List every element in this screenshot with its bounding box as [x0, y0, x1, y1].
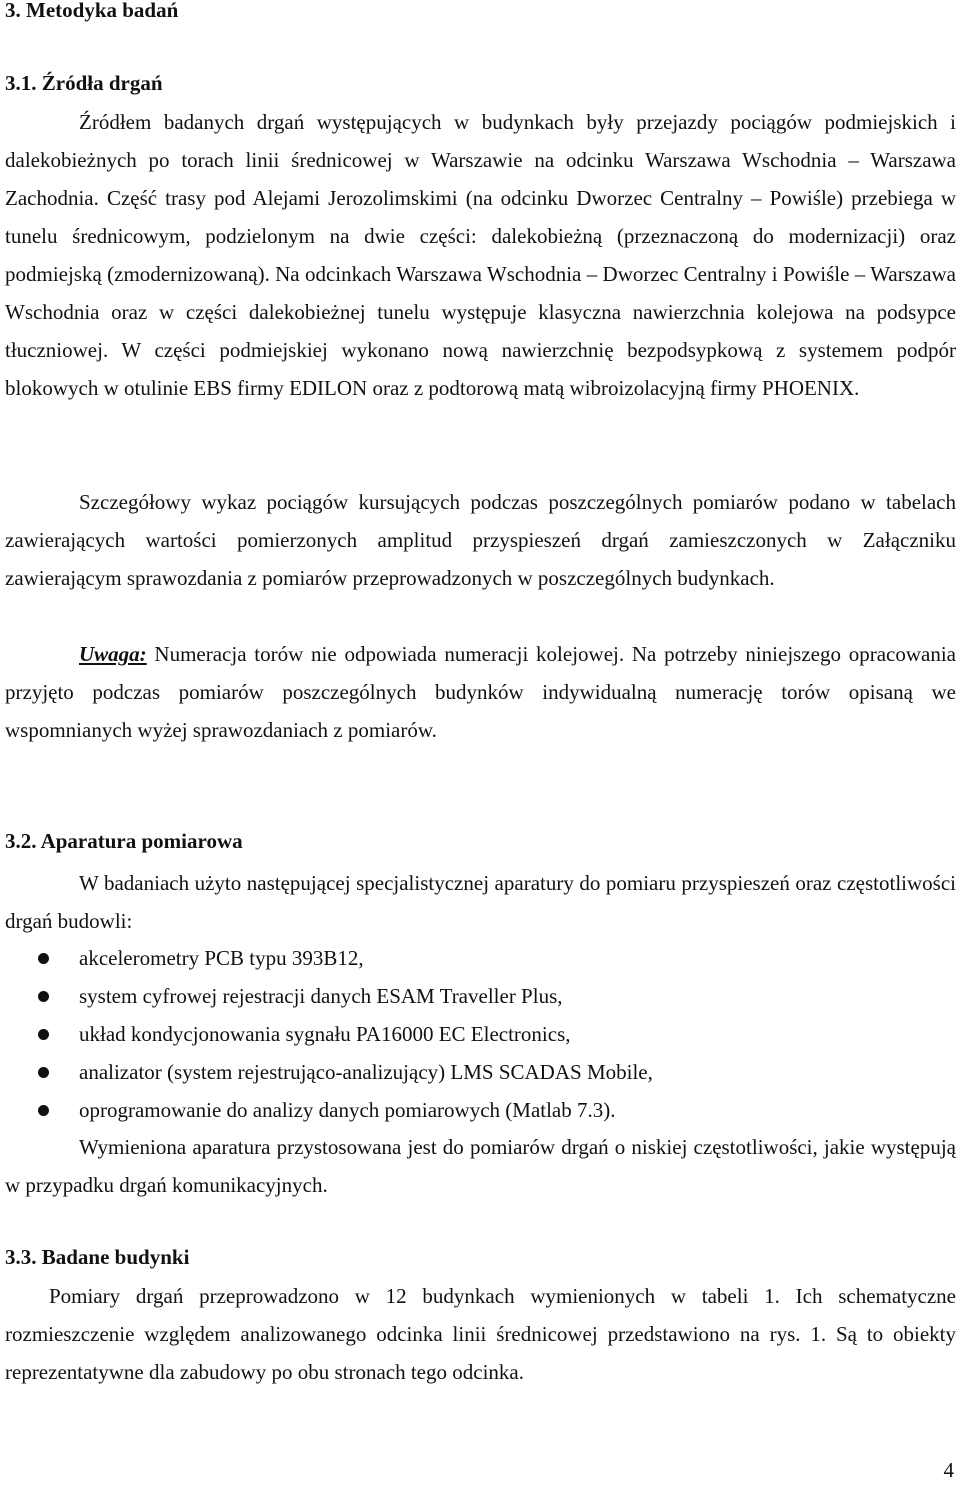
section-3-3-title: 3.3. Badane budynki [5, 1245, 190, 1269]
bullet-icon [38, 1105, 49, 1116]
note-text: Numeracja torów nie odpowiada numeracji kolejowej. Na potrzeby niniejszego opracowania przyjęto podczas pomiarów poszczególnych budynków indywidualną numerację torów opisaną we wspomnianych wyżej sprawozdaniach z pomiarów. [5, 642, 956, 742]
section-3-1-paragraph-2: Szczegółowy wykaz pociągów kursujących podczas poszczególnych pomiarów podano w tabelach zawierających wartości pomierzonych amplitud przyspieszeń drgań zamieszczonych w Załączniku zawierającym sprawozdania z pomiarów przeprowadzonych w poszczególnych budynkach. [5, 490, 956, 590]
list-item: system cyfrowej rejestracji danych ESAM Traveller Plus, [5, 977, 956, 1015]
section-3-1-title: 3.1. Źródła drgań [5, 71, 163, 95]
note-label: Uwaga: [79, 642, 147, 666]
section-3-2-title: 3.2. Aparatura pomiarowa [5, 829, 243, 853]
page-number: 4 [943, 1458, 954, 1482]
bullet-icon [38, 991, 49, 1002]
list-item: analizator (system rejestrująco-analizujący) LMS SCADAS Mobile, [5, 1053, 956, 1091]
list-item: układ kondycjonowania sygnału PA16000 EC Electronics, [5, 1015, 956, 1053]
bullet-icon [38, 1029, 49, 1040]
section-3-1-paragraph-1: Źródłem badanych drgań występujących w budynkach były przejazdy pociągów podmiejskich i dalekobieżnych po torach linii średnicowej w Warszawie na odcinku Warszawa Wschodnia – Warszawa Zachodnia. Część trasy pod Alejami Jerozolimskimi (na odcinku Dworzec Centralny – Powiśle) przebiega w tunelu średnicowym, podzielonym na dwie części: dalekobieżną (przeznaczoną do modernizacji) oraz podmiejską (zmodernizowaną). Na odcinkach Warszawa Wschodnia – Dworzec Centralny i Powiśle – Warszawa Wschodnia oraz w części dalekobieżnej tunelu występuje klasyczna nawierzchnia kolejowa na podsypce tłuczniowej. W części podmiejskiej wykonano nową nawierzchnię bezpodsypkową z systemem podpór blokowych w otulinie EBS firmy EDILON oraz z podtorową matą wibroizolacyjną firmy PHOENIX. [5, 110, 956, 400]
section-3-2-outro: Wymieniona aparatura przystosowana jest do pomiarów drgań o niskiej częstotliwości, jakie występują w przypadku drgań komunikacyjnych. [5, 1135, 956, 1197]
list-item: akcelerometry PCB typu 393B12, [5, 939, 956, 977]
bullet-icon [38, 953, 49, 964]
bullet-icon [38, 1067, 49, 1078]
equipment-list [5, 939, 956, 1129]
section-3-2-intro: W badaniach użyto następującej specjalistycznej aparatury do pomiaru przyspieszeń oraz częstotliwości drgań budowli: [5, 871, 956, 933]
section-3-1-note [5, 635, 956, 749]
section-3-title: 3. Metodyka badań [5, 0, 179, 22]
section-3-3-paragraph: Pomiary drgań przeprowadzono w 12 budynkach wymienionych w tabeli 1. Ich schematyczne rozmieszczenie względem analizowanego odcinka linii średnicowej przedstawiono na rys. 1. Są to obiekty reprezentatywne dla zabudowy po obu stronach tego odcinka. [5, 1284, 956, 1384]
list-item: oprogramowanie do analizy danych pomiarowych (Matlab 7.3). [5, 1091, 956, 1129]
